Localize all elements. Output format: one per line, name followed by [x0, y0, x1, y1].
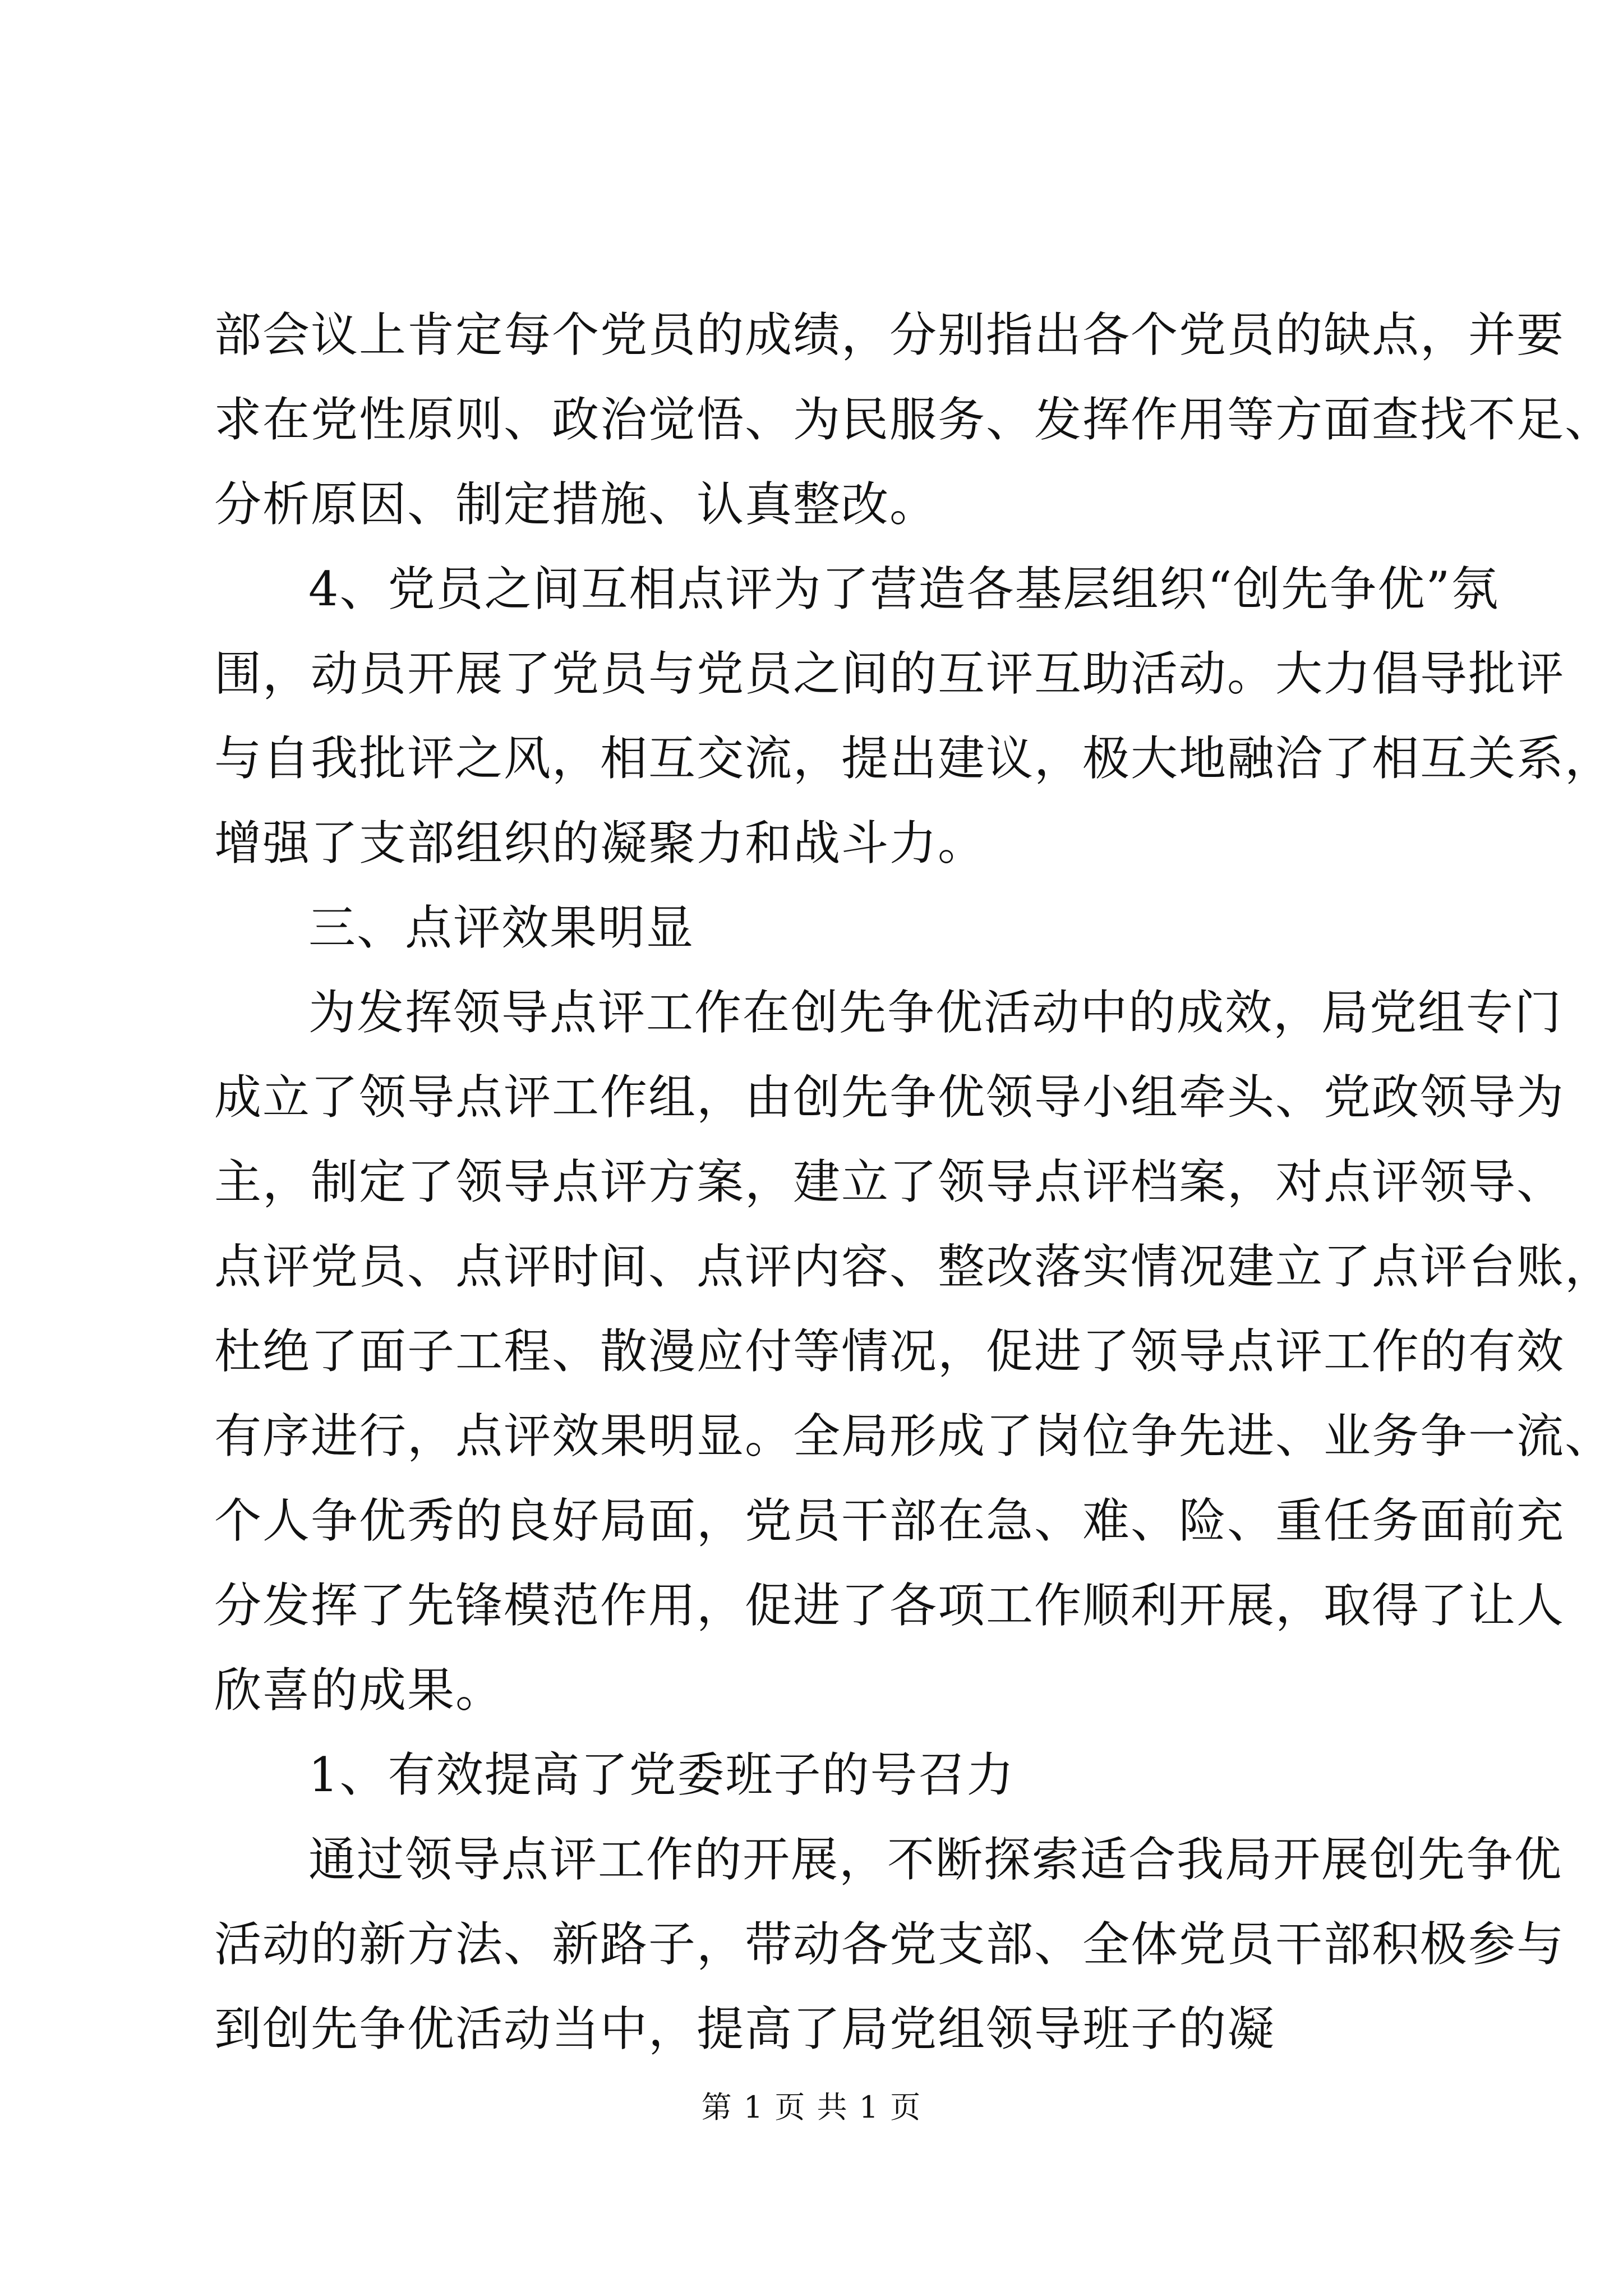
paragraph-first-line: 通过领导点评工作的开展，不断探索适合我局开展创先争优 — [308, 1832, 1563, 1887]
section-heading: 三、点评效果明显 — [308, 900, 695, 955]
text-line: 杜绝了面子工程、散漫应付等情况，促进了领导点评工作的有效 — [214, 1324, 1565, 1379]
text-line: 围，动员开展了党员与党员之间的互评互助活动。大力倡导批评 — [214, 646, 1565, 701]
text-line: 增强了支部组织的凝聚力和战斗力。 — [214, 816, 986, 871]
text-line: 求在党性原则、政治觉悟、为民服务、发挥作用等方面查找不足、 — [214, 392, 1613, 447]
text-line: 点评党员、点评时间、点评内容、整改落实情况建立了点评台账， — [214, 1239, 1613, 1294]
text-line: 与自我批评之风，相互交流，提出建议，极大地融洽了相互关系， — [214, 731, 1613, 786]
page-footer: 第 1 页 共 1 页 — [701, 2090, 922, 2125]
document-body — [214, 293, 1613, 2072]
text-line: 欣喜的成果。 — [214, 1663, 504, 1718]
text-line: 主，制定了领导点评方案，建立了领导点评档案，对点评领导、 — [214, 1154, 1565, 1209]
text-line: 分发挥了先锋模范作用，促进了各项工作顺利开展，取得了让人 — [214, 1578, 1565, 1633]
text-line: 活动的新方法、新路子，带动各党支部、全体党员干部积极参与 — [214, 1917, 1565, 1972]
text-line: 部会议上肯定每个党员的成绩，分别指出各个党员的缺点，并要 — [214, 307, 1565, 362]
text-line: 有序进行，点评效果明显。全局形成了岗位争先进、业务争一流、 — [214, 1409, 1613, 1464]
text-line: 分析原因、制定措施、认真整改。 — [214, 477, 938, 532]
text-line: 个人争优秀的良好局面，党员干部在急、难、险、重任务面前充 — [214, 1493, 1565, 1548]
paragraph-first-line: 为发挥领导点评工作在创先争优活动中的成效，局党组专门 — [308, 985, 1563, 1040]
paragraph-first-line: 4、党员之间互相点评为了营造各基层组织“创先争优”氛 — [308, 562, 1500, 616]
subsection-heading: 1、有效提高了党委班子的号召力 — [308, 1747, 1015, 1802]
text-line: 到创先争优活动当中，提高了局党组领导班子的凝 — [214, 2001, 1276, 2056]
text-line: 成立了领导点评工作组，由创先争优领导小组牵头、党政领导为 — [214, 1070, 1565, 1125]
